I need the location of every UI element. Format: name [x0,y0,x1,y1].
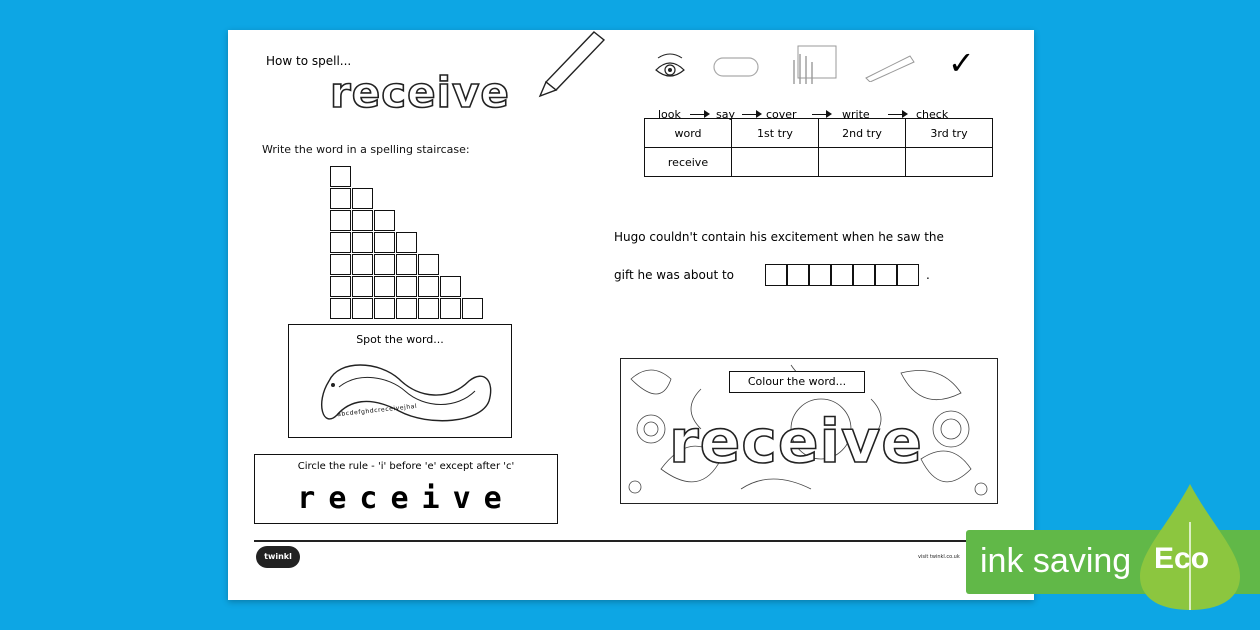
footer-divider [254,540,1014,542]
step-say: say [716,108,735,121]
step-write: write [842,108,870,121]
letter-box[interactable] [875,264,897,286]
staircase-cell[interactable] [418,276,439,297]
colour-word[interactable]: receive [669,407,923,477]
step-cover: cover [766,108,797,121]
colour-title: Colour the word... [729,371,865,393]
staircase-cell[interactable] [418,254,439,275]
check-icon: ✓ [948,44,975,82]
hand-icon [786,44,838,90]
letter-box[interactable] [765,264,787,286]
letter-box[interactable] [787,264,809,286]
staircase-cell[interactable] [440,276,461,297]
eye-icon [652,48,688,82]
tries-table [644,118,993,177]
staircase-cell[interactable] [330,166,351,187]
staircase-cell[interactable] [396,232,417,253]
worksheet [228,30,1034,600]
pencil-icon [534,30,614,100]
staircase-cell[interactable] [330,254,351,275]
staircase-cell[interactable] [418,298,439,319]
sentence-line-1: Hugo couldn't contain his excitement when he saw the [614,230,944,244]
staircase-cell[interactable] [330,298,351,319]
arrow-icon [690,114,708,115]
arrow-icon [812,114,830,115]
colour-the-word-box [620,358,998,504]
cell-3rd-try[interactable] [906,148,993,177]
header-1st-try: 1st try [732,119,819,148]
rule-word[interactable]: receive [297,481,515,516]
staircase-cell[interactable] [374,254,395,275]
staircase-cell[interactable] [352,210,373,231]
how-to-label: How to spell... [266,54,352,68]
arrow-icon [888,114,906,115]
letter-box[interactable] [809,264,831,286]
title-word: receive [330,68,510,117]
staircase-cell[interactable] [330,232,351,253]
staircase-cell[interactable] [330,188,351,209]
header-word: word [645,119,732,148]
arrow-icon [742,114,760,115]
eco-label: Eco [1154,542,1210,575]
staircase-cell[interactable] [330,276,351,297]
cell-1st-try[interactable] [732,148,819,177]
spot-title: Spot the word... [356,333,444,346]
letter-box[interactable] [853,264,875,286]
sentence-line-2: gift he was about to [614,268,735,282]
table-header-row [645,119,993,148]
letter-box[interactable] [897,264,919,286]
header-2nd-try: 2nd try [819,119,906,148]
table-row [645,148,993,177]
letter-box[interactable] [831,264,853,286]
speech-bubble-icon [712,54,762,80]
sentence-end: . [926,268,930,282]
staircase-cell[interactable] [396,276,417,297]
staircase-cell[interactable] [374,298,395,319]
step-look: look [658,108,681,121]
staircase-cell[interactable] [374,232,395,253]
staircase-cell[interactable] [352,298,373,319]
look-say-cover-write-check [648,44,988,128]
staircase-cell[interactable] [374,210,395,231]
snake-letters: abcdefghdcreceivejhal [336,402,418,419]
staircase-label: Write the word in a spelling staircase: [262,143,470,156]
step-check: check [916,108,949,121]
staircase-cell[interactable] [330,210,351,231]
staircase-cell[interactable] [396,254,417,275]
staircase-cell[interactable] [352,254,373,275]
staircase-cell[interactable] [352,188,373,209]
staircase-cell[interactable] [440,298,461,319]
snake-icon [309,351,499,435]
cell-word: receive [645,148,732,177]
twinkl-logo: twinkl [256,546,300,568]
spot-the-word-box [288,324,512,438]
header-3rd-try: 3rd try [906,119,993,148]
rule-title: Circle the rule - 'i' before 'e' except after 'c' [297,461,515,472]
ink-saving-label: ink saving [980,542,1132,580]
footer-text: visit twinkl.co.uk [918,554,960,560]
staircase-cell[interactable] [352,232,373,253]
cell-2nd-try[interactable] [819,148,906,177]
rule-box [254,454,558,524]
staircase-cell[interactable] [462,298,483,319]
pen-icon [862,52,918,82]
staircase-cell[interactable] [374,276,395,297]
staircase-cell[interactable] [352,276,373,297]
staircase-cell[interactable] [396,298,417,319]
